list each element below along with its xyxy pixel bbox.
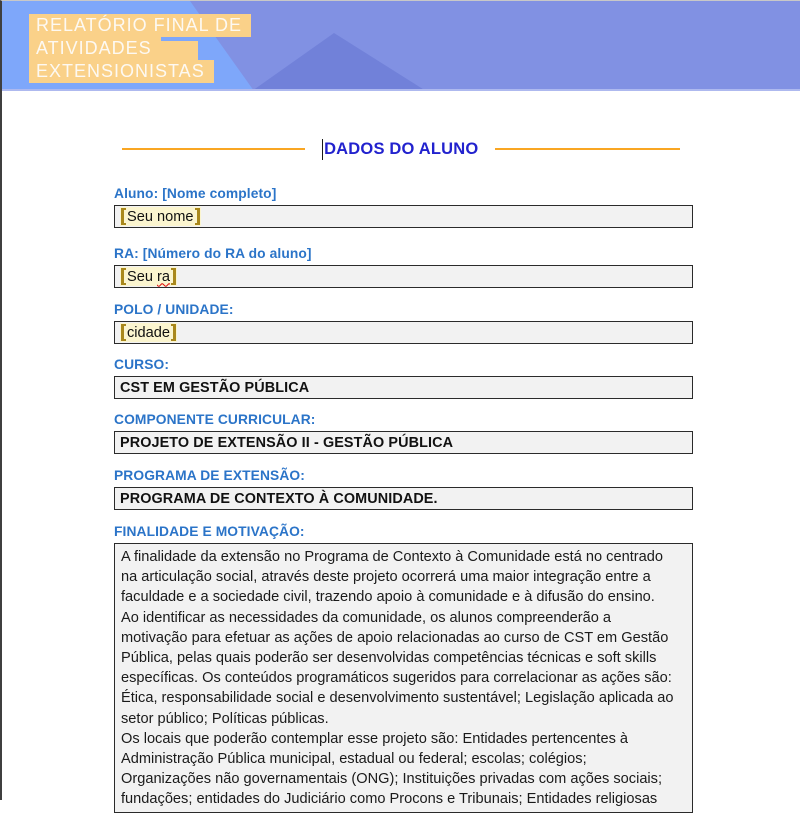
field-aluno [114,186,693,228]
field-aluno-label: Aluno: [Nome completo] [114,186,277,201]
heading-rule-right [495,148,680,150]
finalidade-text-line: na articulação social, através deste projeto ocorrerá uma maior integração entre a [121,569,651,586]
bracket-right-icon [195,208,200,225]
finalidade-text-line: Ao identificar as necessidades da comunidade, os alunos compreenderão a [121,609,612,626]
field-curso-value[interactable]: CST EM GESTÃO PÚBLICA [114,376,693,399]
finalidade-text-line: Os locais que poderão contemplar esse projeto são: Entidades pertencentes à [121,730,629,747]
field-polo [114,302,693,344]
finalidade-text-line: Ética, responsabilidade social e desenvolvimento sustentável; Legislação aplicada ao [121,690,674,707]
field-ra-input[interactable] [114,265,693,288]
finalidade-text-line: Organizações não governamentais (ONG); Instituições privadas com ações sociais; [121,771,663,788]
aluno-placeholder-text: Seu nome [127,208,194,225]
field-componente [114,412,693,454]
field-ra-label: RA: [Número do RA do aluno] [114,246,312,261]
finalidade-text-line: Administração Pública municipal, estadual ou federal; escolas; colégios; [121,751,587,768]
document-title-line-2: ATIVIDADES [29,37,161,60]
ra-placeholder-text: Seu ra [127,268,171,285]
finalidade-text-line: setor público; Políticas públicas. [121,710,329,727]
field-curso [114,357,693,399]
bracket-right-icon [171,268,176,285]
field-finalidade [114,524,693,813]
field-componente-label: COMPONENTE CURRICULAR: [114,412,316,427]
field-programa-value[interactable]: PROGRAMA DE CONTEXTO À COMUNIDADE. [114,487,693,510]
field-finalidade-label: FINALIDADE E MOTIVAÇÃO: [114,524,305,539]
aluno-placeholder[interactable] [120,207,201,226]
field-finalidade-textarea[interactable] [114,543,693,813]
text-cursor [322,139,324,160]
finalidade-text-line: faculdade e a sociedade civil, trazendo apoio à comunidade e à difusão do ensino. [121,589,655,606]
field-polo-label: POLO / UNIDADE: [114,302,234,317]
polo-placeholder[interactable] [120,323,177,342]
finalidade-text-line: Pública, pelas quais poderão ser desenvolvidas competências técnicas e soft skills [121,650,657,667]
document-title-line-1: RELATÓRIO FINAL DE [29,14,251,37]
field-ra [114,246,693,288]
field-polo-input[interactable] [114,321,693,344]
field-aluno-input[interactable] [114,205,693,228]
finalidade-text-line: A finalidade da extensão no Programa de Contexto à Comunidade está no centrado [121,549,663,565]
finalidade-text-line: específicas. Os conteúdos programáticos sugeridos para correlacionar as ações são: [121,670,672,687]
polo-placeholder-text: cidade [127,324,171,341]
field-componente-value[interactable]: PROJETO DE EXTENSÃO II - GESTÃO PÚBLICA [114,431,693,454]
ra-placeholder[interactable] [120,267,177,286]
heading-rule-left [122,148,305,150]
field-programa [114,468,693,510]
misspelled-word: ra [157,268,171,285]
bracket-right-icon [171,324,176,341]
field-programa-label: PROGRAMA DE EXTENSÃO: [114,468,305,483]
header-banner [2,1,800,91]
document-title-line-3: EXTENSIONISTAS [29,60,214,83]
finalidade-text-line: motivação para efetuar as ações de apoio relacionadas ao curso de CST em Gestão [121,629,669,646]
field-curso-label: CURSO: [114,357,170,372]
section-heading-row [2,136,800,162]
section-heading: DADOS DO ALUNO [324,139,479,158]
finalidade-text-line: fundações; entidades do Judiciário como Procons e Tribunais; Entidades religiosas [121,791,658,808]
